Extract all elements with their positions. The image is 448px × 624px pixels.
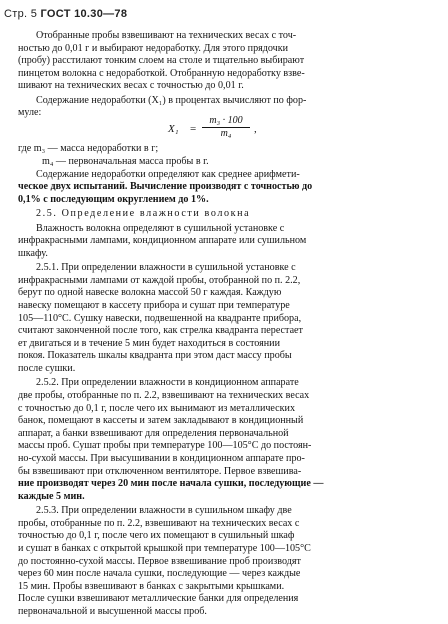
body-line: ет двигаться и в течение 5 мин будет находиться в состоянии xyxy=(18,337,280,349)
standard-number: ГОСТ 10.30—78 xyxy=(40,8,128,20)
page-label: Стр. 5 xyxy=(4,8,38,20)
page-header xyxy=(4,8,127,20)
formula-end: , xyxy=(254,122,257,135)
body-line: с точностью до 0,1 г, после чего их вынимают из металлических xyxy=(18,402,295,414)
body-line: шкафу. xyxy=(18,247,48,259)
body-line: банок, помещают в кассеты и затем закладывают в кондиционный xyxy=(18,415,304,427)
body-line: но-сухой массы. При высушивании в кондиционном аппарате про- xyxy=(18,453,305,464)
formula-denominator: m₄ xyxy=(220,127,232,139)
body-line: точностью до 0,1 г, после чего их помещают в сушильный шкаф xyxy=(18,530,295,542)
body-line: После сушки взвешивают металлические банки для определения xyxy=(18,593,299,605)
body-line: массы проб. Сушат пробы при температуре 100—105°С до постоян- xyxy=(18,440,312,452)
body-line: 2.5.1. При определении влажности в сушильной установке с xyxy=(36,262,296,274)
body-line: ностью до 0,01 г и выбирают недоработку. Для этого прядочки xyxy=(18,42,289,54)
body-line: Содержание недоработки определяют как среднее арифмети- xyxy=(36,168,300,180)
body-line: пинцетом волокна с недоработкой. Отобранную недоработку взве- xyxy=(18,67,305,79)
body-line: и сушат в банках с открытой крышкой при температуре 100—105°С xyxy=(18,543,311,554)
body-line: через 60 мин после начала сушки, последующие — через каждые xyxy=(18,568,301,580)
body-line: бы взвешивают при отключенном вентиляторе. Первое взвешива- xyxy=(18,465,302,477)
body-line: две пробы, отобранные по п. 2.2, взвешивают на технических весах xyxy=(18,390,310,401)
body-line: аппарат, а банки взвешивают для определения первоначальной xyxy=(18,427,289,439)
body-line: шивают на технических весах с точностью до 0,01 г. xyxy=(18,80,244,92)
body-line: каждые 5 мин. xyxy=(18,490,85,502)
body-line: Содержание недоработки (X₁) в процентах вычисляют по фор- xyxy=(36,94,307,106)
body-line: инфракрасными лампами, кондиционном аппарате или сушильном xyxy=(18,235,307,247)
body-line: муле: xyxy=(18,107,42,119)
body-line: инфракрасными лампами от каждой пробы, отобранной по п. 2.2, xyxy=(18,274,301,286)
body-line: Отобранные пробы взвешивают на технических весах с точ- xyxy=(36,30,297,41)
body-line: 0,1% с последующим округлением до 1%. xyxy=(18,193,209,205)
body-line: где m₃ — масса недоработки в г; xyxy=(18,143,159,155)
body-line: 2.5.2. При определении влажности в кондиционном аппарате xyxy=(36,377,299,389)
body-line: после сушки. xyxy=(18,363,76,374)
formula-equals: = xyxy=(190,122,197,135)
body-line: 15 мин. Пробы взвешивают в банках с закрытыми крышками. xyxy=(18,580,285,592)
body-line: (пробу) расстилают тонким слоем на столе и тщательно выбирают xyxy=(18,55,305,67)
body-line: покоя. Показатель шкалы квадранта при этом даст массу пробы xyxy=(18,350,292,362)
body-line: 2.5.3. При определении влажности в сушильном шкафу две xyxy=(36,505,292,517)
body-line: пробы, отобранные по п. 2.2, взвешивают на технических весах с xyxy=(18,517,300,529)
body-line: 105—110°С. Сушку навески, подвешенной на квадранте прибора, xyxy=(18,312,302,324)
formula-fraction xyxy=(202,115,250,139)
body-line: ческое двух испытаний. Вычисление производят с точностью до xyxy=(18,181,313,193)
body-line: до постоянно-сухой массы. Первое взвешивание проб производят xyxy=(18,555,301,567)
body-line: Влажность волокна определяют в сушильной установке с xyxy=(36,222,285,234)
section-title: 2.5. Определение влажности волокна xyxy=(36,208,251,220)
body-line: ние производят через 20 мин после начала сушки, последующие — xyxy=(18,478,324,490)
body-line: считают законченной после того, как стрелка квадранта перестает xyxy=(18,325,303,337)
formula-numerator: m₃ · 100 xyxy=(202,115,250,128)
formula-lhs: X₁ xyxy=(168,122,179,135)
body-line: m₄ — первоначальная масса пробы в г. xyxy=(42,156,209,167)
body-line: первоначальной и высушенной массы проб. xyxy=(18,606,207,617)
body-line: навеску помещают в кассету прибора и сушат при температуре xyxy=(18,300,290,311)
body-line: берут по одной навеске волокна массой 50 г каждая. Каждую xyxy=(18,287,282,299)
